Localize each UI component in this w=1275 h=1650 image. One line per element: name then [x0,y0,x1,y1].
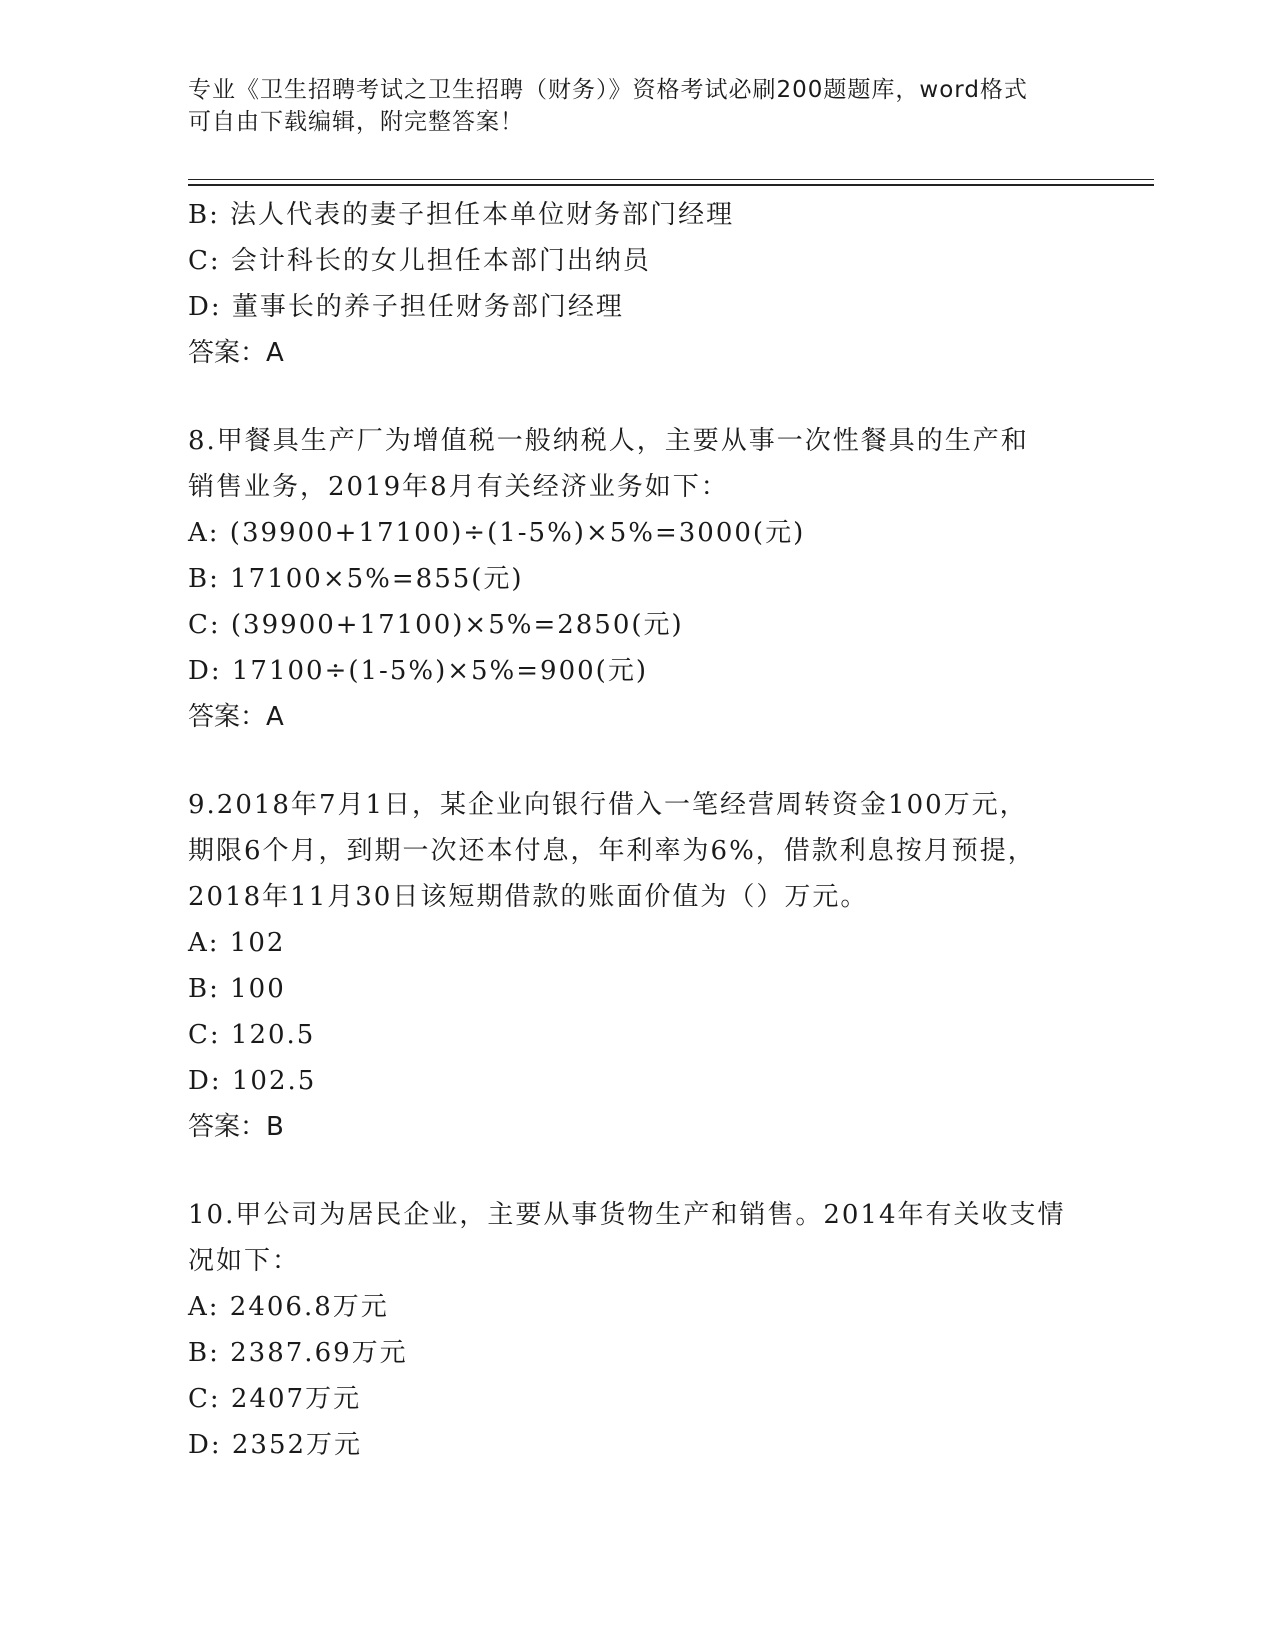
option-d: D: 2352万元 [188,1430,363,1460]
question-stem-line: 8.甲餐具生产厂为增值税一般纳税人，主要从事一次性餐具的生产和 [188,426,1029,456]
header-divider-thin [188,179,1154,180]
answer-line: 答案：A [188,702,284,732]
option-b: B: 法人代表的妻子担任本单位财务部门经理 [188,200,735,230]
option-d: D: 董事长的养子担任财务部门经理 [188,292,624,322]
document-header [188,74,1088,138]
header-divider-thick [188,184,1154,186]
question-list [188,192,1088,1468]
answer-line: 答案：B [188,1112,284,1142]
question-stem-line: 10.甲公司为居民企业，主要从事货物生产和销售。2014年有关收支情 [188,1200,1066,1230]
question-stem-line: 销售业务，2019年8月有关经济业务如下： [188,472,729,502]
question-stem-line: 期限6个月，到期一次还本付息，年利率为6%，借款利息按月预提， [188,836,1036,866]
option-a: A: 102 [188,928,286,958]
spacer [188,376,1088,418]
spacer [188,1150,1088,1192]
spacer [188,740,1088,782]
answer-line: 答案：A [188,338,284,368]
option-c: C: 会计科长的女儿担任本部门出纳员 [188,246,651,276]
question-stem-line: 9.2018年7月1日，某企业向银行借入一笔经营周转资金100万元， [188,790,1028,820]
option-c: C: (39900+17100)×5%=2850(元) [188,610,684,640]
question-8 [188,418,1088,740]
question-7 [188,192,1088,376]
option-d: D: 102.5 [188,1066,317,1096]
question-10 [188,1192,1088,1468]
question-9 [188,782,1088,1150]
option-b: B: 2387.69万元 [188,1338,408,1368]
option-c: C: 120.5 [188,1020,316,1050]
question-stem-line: 况如下： [188,1246,301,1276]
option-c: C: 2407万元 [188,1384,362,1414]
option-a: A: 2406.8万元 [188,1292,389,1322]
option-a: A: (39900+17100)÷(1-5%)×5%=3000(元) [188,518,806,548]
option-b: B: 100 [188,974,286,1004]
header-line-2: 可自由下载编辑，附完整答案！ [188,109,524,135]
option-d: D: 17100÷(1-5%)×5%=900(元) [188,656,648,686]
question-stem-line: 2018年11月30日该短期借款的账面价值为（）万元。 [188,882,869,912]
option-b: B: 17100×5%=855(元) [188,564,524,594]
header-line-1: 专业《卫生招聘考试之卫生招聘（财务）》资格考试必刷200题题库，word格式 [188,77,1028,103]
